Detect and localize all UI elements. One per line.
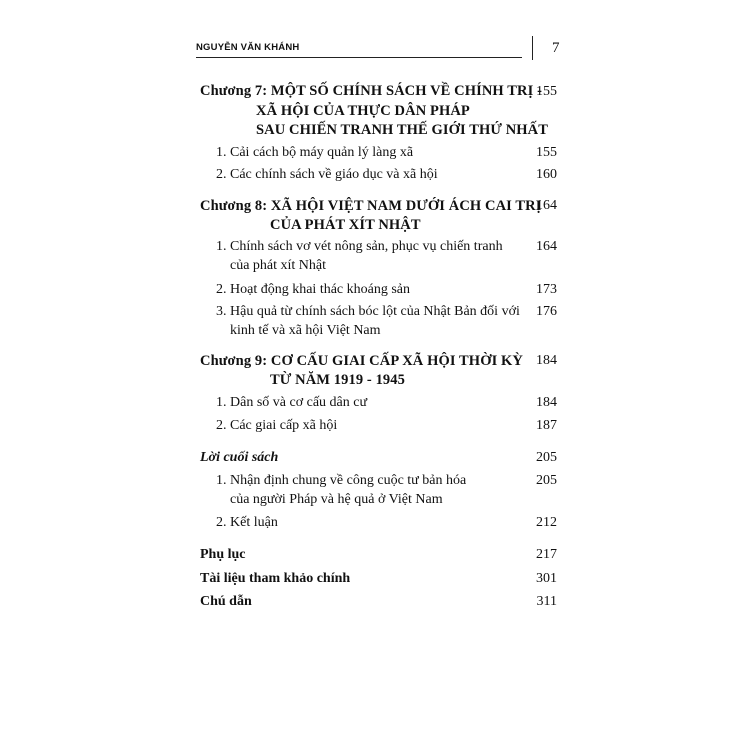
chapter-8-section-1-page: 164	[536, 239, 557, 254]
afterword-section-2: 2. Kết luận	[216, 515, 278, 530]
chapter-8-section-1-line-1: 1. Chính sách vơ vét nông sản, phục vụ chiến tranh	[216, 239, 503, 254]
chapter-8-section-3-line-1: 3. Hậu quả từ chính sách bóc lột của Nhật Bản đối với	[216, 304, 520, 319]
appendix-title: Phụ lục	[200, 547, 246, 562]
afterword-section-1-page: 205	[536, 473, 557, 488]
chapter-9-section-2: 2. Các giai cấp xã hội	[216, 418, 338, 433]
chapter-9-title-line-2: TỪ NĂM 1919 - 1945	[270, 372, 405, 388]
afterword-section-2-page: 212	[536, 515, 557, 530]
references-title: Tài liệu tham khảo chính	[200, 571, 351, 586]
afterword-page: 205	[536, 450, 557, 465]
chapter-8-page: 164	[536, 198, 557, 213]
appendix-page: 217	[536, 547, 557, 562]
chapter-8-title-line-1: Chương 8: XÃ HỘI VIỆT NAM DƯỚI ÁCH CAI TRỊ	[200, 198, 542, 214]
running-author: NGUYỄN VĂN KHÁNH	[196, 42, 300, 53]
chapter-7-title-line-3: SAU CHIẾN TRANH THẾ GIỚI THỨ NHẤT	[256, 122, 549, 138]
chapter-8-section-2-page: 173	[536, 282, 557, 297]
notes-title: Chú dẫn	[200, 594, 252, 609]
chapter-7-page: 155	[536, 84, 557, 99]
chapter-7-title-line-2: XÃ HỘI CỦA THỰC DÂN PHÁP	[256, 103, 470, 119]
notes-page: 311	[536, 594, 557, 609]
chapter-7-section-1: 1. Cải cách bộ máy quản lý làng xã	[216, 145, 414, 160]
chapter-7-section-1-page: 155	[536, 145, 557, 160]
chapter-7-title-line-1: Chương 7: MỘT SỐ CHÍNH SÁCH VỀ CHÍNH TRỊ -	[200, 83, 543, 99]
chapter-9-title-line-1: Chương 9: CƠ CẤU GIAI CẤP XÃ HỘI THỜI KỲ	[200, 353, 523, 369]
chapter-9-section-1: 1. Dân số và cơ cấu dân cư	[216, 395, 368, 410]
chapter-8-title-line-2: CỦA PHÁT XÍT NHẬT	[270, 217, 421, 233]
chapter-9-section-1-page: 184	[536, 395, 557, 410]
chapter-9-page: 184	[536, 353, 557, 368]
afterword-title: Lời cuối sách	[200, 450, 279, 465]
page-number: 7	[552, 40, 560, 56]
chapter-8-section-1-line-2: của phát xít Nhật	[230, 258, 327, 273]
chapter-7-section-2-page: 160	[536, 167, 557, 182]
afterword-section-1-line-2: của người Pháp và hệ quả ở Việt Nam	[230, 492, 443, 507]
references-page: 301	[536, 571, 557, 586]
chapter-8-section-3-line-2: kinh tế và xã hội Việt Nam	[230, 323, 381, 338]
chapter-8-section-2: 2. Hoạt động khai thác khoáng sản	[216, 282, 411, 297]
afterword-section-1-line-1: 1. Nhận định chung về công cuộc tư bản hóa	[216, 473, 467, 488]
chapter-9-section-2-page: 187	[536, 418, 557, 433]
chapter-8-section-3-page: 176	[536, 304, 557, 319]
chapter-7-section-2: 2. Các chính sách về giáo dục và xã hội	[216, 167, 438, 182]
